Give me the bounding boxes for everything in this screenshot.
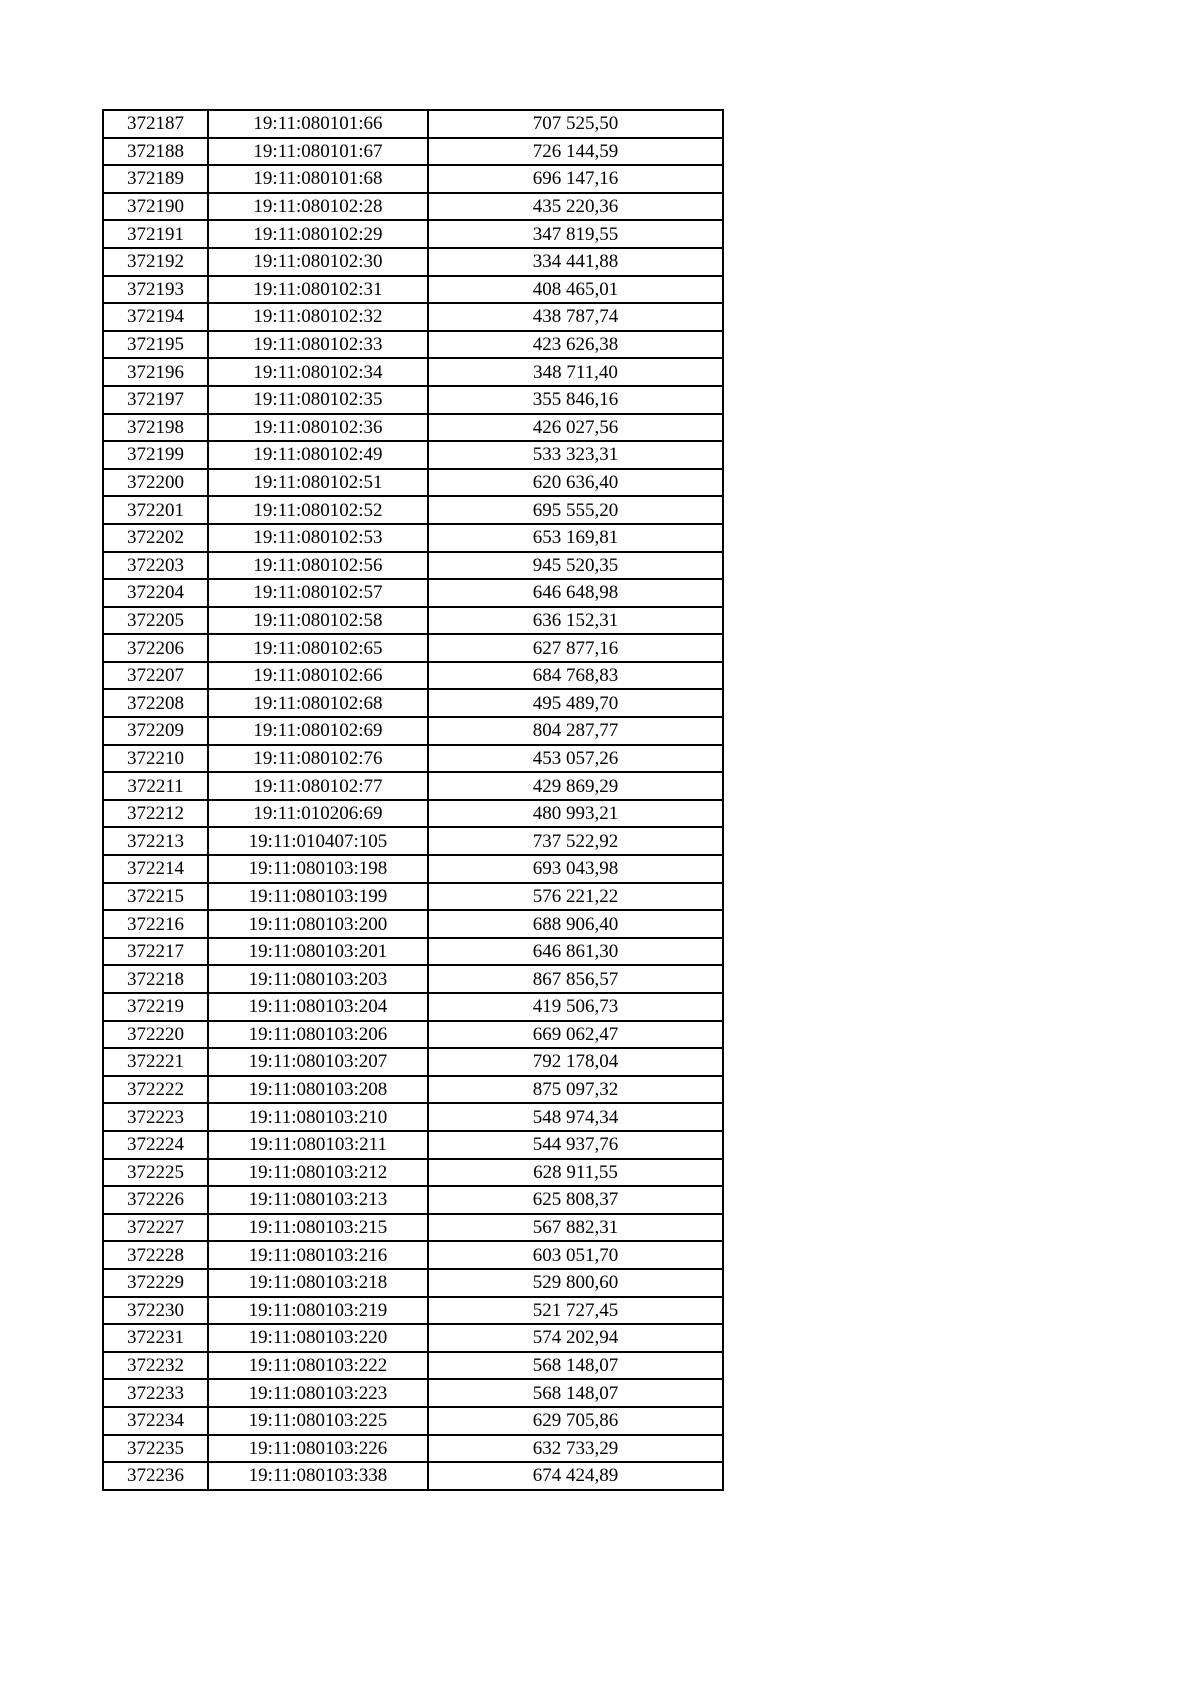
row-number-cell: 372222 <box>103 1076 208 1104</box>
row-number-cell: 372188 <box>103 138 208 166</box>
table-row <box>103 220 723 248</box>
cadastral-number-cell: 19:11:080102:52 <box>208 496 428 524</box>
row-number-cell: 372212 <box>103 800 208 828</box>
cadastral-value-cell: 495 489,70 <box>428 689 723 717</box>
cadastral-value-cell: 348 711,40 <box>428 358 723 386</box>
cadastral-value-cell: 568 148,07 <box>428 1379 723 1407</box>
cadastral-value-cell: 945 520,35 <box>428 552 723 580</box>
table-row <box>103 717 723 745</box>
table-row <box>103 193 723 221</box>
table-row <box>103 883 723 911</box>
cadastral-value-cell: 693 043,98 <box>428 855 723 883</box>
row-number-cell: 372187 <box>103 110 208 138</box>
cadastral-value-cell: 707 525,50 <box>428 110 723 138</box>
row-number-cell: 372225 <box>103 1159 208 1187</box>
row-number-cell: 372223 <box>103 1103 208 1131</box>
cadastral-value-cell: 426 027,56 <box>428 414 723 442</box>
cadastral-number-cell: 19:11:080103:215 <box>208 1214 428 1242</box>
table-body <box>103 110 723 1490</box>
table-row <box>103 1159 723 1187</box>
cadastral-value-cell: 347 819,55 <box>428 220 723 248</box>
table-row <box>103 552 723 580</box>
cadastral-number-cell: 19:11:080103:223 <box>208 1379 428 1407</box>
cadastral-value-cell: 435 220,36 <box>428 193 723 221</box>
row-number-cell: 372229 <box>103 1269 208 1297</box>
cadastral-number-cell: 19:11:080103:219 <box>208 1297 428 1325</box>
cadastral-value-cell: 574 202,94 <box>428 1324 723 1352</box>
table-row <box>103 414 723 442</box>
cadastral-value-cell: 737 522,92 <box>428 827 723 855</box>
cadastral-value-cell: 688 906,40 <box>428 910 723 938</box>
table-row <box>103 1186 723 1214</box>
row-number-cell: 372227 <box>103 1214 208 1242</box>
row-number-cell: 372205 <box>103 607 208 635</box>
row-number-cell: 372234 <box>103 1407 208 1435</box>
table-row <box>103 469 723 497</box>
table-row <box>103 634 723 662</box>
cadastral-value-cell: 625 808,37 <box>428 1186 723 1214</box>
row-number-cell: 372221 <box>103 1048 208 1076</box>
row-number-cell: 372215 <box>103 883 208 911</box>
row-number-cell: 372210 <box>103 745 208 773</box>
table-row <box>103 1131 723 1159</box>
row-number-cell: 372197 <box>103 386 208 414</box>
table-row <box>103 496 723 524</box>
cadastral-number-cell: 19:11:080103:206 <box>208 1021 428 1049</box>
table-row <box>103 1269 723 1297</box>
row-number-cell: 372209 <box>103 717 208 745</box>
cadastral-number-cell: 19:11:080103:208 <box>208 1076 428 1104</box>
table-row <box>103 1214 723 1242</box>
cadastral-value-cell: 674 424,89 <box>428 1462 723 1490</box>
table-row <box>103 1324 723 1352</box>
row-number-cell: 372192 <box>103 248 208 276</box>
table-row <box>103 855 723 883</box>
cadastral-value-cell: 438 787,74 <box>428 303 723 331</box>
table-row <box>103 1048 723 1076</box>
row-number-cell: 372196 <box>103 358 208 386</box>
table-row <box>103 358 723 386</box>
cadastral-number-cell: 19:11:080102:33 <box>208 331 428 359</box>
table-row <box>103 1407 723 1435</box>
table-row <box>103 1462 723 1490</box>
row-number-cell: 372214 <box>103 855 208 883</box>
cadastral-number-cell: 19:11:080102:57 <box>208 579 428 607</box>
cadastral-value-cell: 544 937,76 <box>428 1131 723 1159</box>
table-row <box>103 138 723 166</box>
cadastral-number-cell: 19:11:010407:105 <box>208 827 428 855</box>
cadastral-value-cell: 792 178,04 <box>428 1048 723 1076</box>
cadastral-number-cell: 19:11:080103:203 <box>208 965 428 993</box>
table-row <box>103 689 723 717</box>
cadastral-value-cell: 646 648,98 <box>428 579 723 607</box>
cadastral-value-cell: 334 441,88 <box>428 248 723 276</box>
cadastral-number-cell: 19:11:080102:56 <box>208 552 428 580</box>
cadastral-number-cell: 19:11:080103:204 <box>208 993 428 1021</box>
cadastral-value-cell: 620 636,40 <box>428 469 723 497</box>
cadastral-number-cell: 19:11:080102:76 <box>208 745 428 773</box>
row-number-cell: 372198 <box>103 414 208 442</box>
cadastral-value-table <box>102 109 724 1491</box>
table-row <box>103 331 723 359</box>
cadastral-number-cell: 19:11:080102:49 <box>208 441 428 469</box>
cadastral-value-cell: 529 800,60 <box>428 1269 723 1297</box>
table-row <box>103 1297 723 1325</box>
cadastral-value-cell: 696 147,16 <box>428 165 723 193</box>
table-row <box>103 1352 723 1380</box>
row-number-cell: 372230 <box>103 1297 208 1325</box>
row-number-cell: 372235 <box>103 1435 208 1463</box>
cadastral-number-cell: 19:11:080103:212 <box>208 1159 428 1187</box>
table-row <box>103 386 723 414</box>
row-number-cell: 372226 <box>103 1186 208 1214</box>
table-row <box>103 524 723 552</box>
row-number-cell: 372204 <box>103 579 208 607</box>
cadastral-value-cell: 408 465,01 <box>428 276 723 304</box>
table-row <box>103 938 723 966</box>
row-number-cell: 372233 <box>103 1379 208 1407</box>
row-number-cell: 372213 <box>103 827 208 855</box>
table-row <box>103 607 723 635</box>
cadastral-number-cell: 19:11:080103:338 <box>208 1462 428 1490</box>
cadastral-number-cell: 19:11:080102:77 <box>208 772 428 800</box>
cadastral-number-cell: 19:11:080102:68 <box>208 689 428 717</box>
cadastral-value-cell: 533 323,31 <box>428 441 723 469</box>
cadastral-value-cell: 521 727,45 <box>428 1297 723 1325</box>
row-number-cell: 372236 <box>103 1462 208 1490</box>
row-number-cell: 372211 <box>103 772 208 800</box>
cadastral-value-cell: 653 169,81 <box>428 524 723 552</box>
row-number-cell: 372200 <box>103 469 208 497</box>
table-row <box>103 1021 723 1049</box>
cadastral-value-cell: 804 287,77 <box>428 717 723 745</box>
row-number-cell: 372191 <box>103 220 208 248</box>
cadastral-number-cell: 19:11:080103:211 <box>208 1131 428 1159</box>
cadastral-number-cell: 19:11:080103:213 <box>208 1186 428 1214</box>
row-number-cell: 372218 <box>103 965 208 993</box>
cadastral-value-cell: 419 506,73 <box>428 993 723 1021</box>
table-row <box>103 745 723 773</box>
row-number-cell: 372206 <box>103 634 208 662</box>
table-row <box>103 800 723 828</box>
cadastral-value-cell: 355 846,16 <box>428 386 723 414</box>
table-row <box>103 827 723 855</box>
row-number-cell: 372193 <box>103 276 208 304</box>
cadastral-number-cell: 19:11:080103:226 <box>208 1435 428 1463</box>
row-number-cell: 372190 <box>103 193 208 221</box>
table-row <box>103 993 723 1021</box>
row-number-cell: 372231 <box>103 1324 208 1352</box>
row-number-cell: 372216 <box>103 910 208 938</box>
table-row <box>103 910 723 938</box>
row-number-cell: 372220 <box>103 1021 208 1049</box>
cadastral-value-cell: 875 097,32 <box>428 1076 723 1104</box>
cadastral-value-cell: 636 152,31 <box>428 607 723 635</box>
table-row <box>103 248 723 276</box>
cadastral-value-cell: 726 144,59 <box>428 138 723 166</box>
table-row <box>103 1103 723 1131</box>
table-row <box>103 276 723 304</box>
cadastral-number-cell: 19:11:080101:67 <box>208 138 428 166</box>
table-row <box>103 579 723 607</box>
row-number-cell: 372219 <box>103 993 208 1021</box>
cadastral-number-cell: 19:11:080102:66 <box>208 662 428 690</box>
row-number-cell: 372208 <box>103 689 208 717</box>
cadastral-number-cell: 19:11:080103:200 <box>208 910 428 938</box>
cadastral-number-cell: 19:11:080103:218 <box>208 1269 428 1297</box>
table-row <box>103 165 723 193</box>
cadastral-value-cell: 453 057,26 <box>428 745 723 773</box>
table-row <box>103 110 723 138</box>
cadastral-value-cell: 429 869,29 <box>428 772 723 800</box>
cadastral-number-cell: 19:11:080102:36 <box>208 414 428 442</box>
table-row <box>103 1435 723 1463</box>
cadastral-number-cell: 19:11:080102:69 <box>208 717 428 745</box>
cadastral-number-cell: 19:11:080102:28 <box>208 193 428 221</box>
cadastral-value-cell: 632 733,29 <box>428 1435 723 1463</box>
cadastral-number-cell: 19:11:080103:199 <box>208 883 428 911</box>
cadastral-value-cell: 628 911,55 <box>428 1159 723 1187</box>
cadastral-number-cell: 19:11:080103:210 <box>208 1103 428 1131</box>
row-number-cell: 372201 <box>103 496 208 524</box>
cadastral-value-cell: 423 626,38 <box>428 331 723 359</box>
cadastral-number-cell: 19:11:080103:225 <box>208 1407 428 1435</box>
cadastral-number-cell: 19:11:080101:66 <box>208 110 428 138</box>
cadastral-number-cell: 19:11:080102:32 <box>208 303 428 331</box>
cadastral-value-cell: 603 051,70 <box>428 1241 723 1269</box>
cadastral-value-cell: 548 974,34 <box>428 1103 723 1131</box>
cadastral-number-cell: 19:11:080103:201 <box>208 938 428 966</box>
row-number-cell: 372217 <box>103 938 208 966</box>
cadastral-number-cell: 19:11:080102:34 <box>208 358 428 386</box>
cadastral-number-cell: 19:11:080103:216 <box>208 1241 428 1269</box>
cadastral-number-cell: 19:11:080101:68 <box>208 165 428 193</box>
cadastral-number-cell: 19:11:080103:198 <box>208 855 428 883</box>
table-row <box>103 1379 723 1407</box>
row-number-cell: 372228 <box>103 1241 208 1269</box>
row-number-cell: 372195 <box>103 331 208 359</box>
cadastral-value-cell: 629 705,86 <box>428 1407 723 1435</box>
cadastral-number-cell: 19:11:080102:35 <box>208 386 428 414</box>
cadastral-number-cell: 19:11:080102:30 <box>208 248 428 276</box>
cadastral-number-cell: 19:11:080102:53 <box>208 524 428 552</box>
row-number-cell: 372199 <box>103 441 208 469</box>
table-row <box>103 1076 723 1104</box>
cadastral-value-cell: 568 148,07 <box>428 1352 723 1380</box>
cadastral-value-cell: 669 062,47 <box>428 1021 723 1049</box>
row-number-cell: 372189 <box>103 165 208 193</box>
cadastral-number-cell: 19:11:010206:69 <box>208 800 428 828</box>
cadastral-value-cell: 684 768,83 <box>428 662 723 690</box>
cadastral-value-cell: 646 861,30 <box>428 938 723 966</box>
row-number-cell: 372203 <box>103 552 208 580</box>
cadastral-value-cell: 480 993,21 <box>428 800 723 828</box>
cadastral-number-cell: 19:11:080103:220 <box>208 1324 428 1352</box>
cadastral-value-cell: 695 555,20 <box>428 496 723 524</box>
table-row <box>103 441 723 469</box>
table-row <box>103 662 723 690</box>
cadastral-number-cell: 19:11:080103:222 <box>208 1352 428 1380</box>
table-row <box>103 1241 723 1269</box>
row-number-cell: 372224 <box>103 1131 208 1159</box>
cadastral-number-cell: 19:11:080102:29 <box>208 220 428 248</box>
cadastral-number-cell: 19:11:080102:51 <box>208 469 428 497</box>
row-number-cell: 372194 <box>103 303 208 331</box>
cadastral-number-cell: 19:11:080102:58 <box>208 607 428 635</box>
table-row <box>103 965 723 993</box>
table-row <box>103 303 723 331</box>
cadastral-number-cell: 19:11:080102:65 <box>208 634 428 662</box>
row-number-cell: 372207 <box>103 662 208 690</box>
cadastral-number-cell: 19:11:080102:31 <box>208 276 428 304</box>
cadastral-value-cell: 567 882,31 <box>428 1214 723 1242</box>
cadastral-value-cell: 627 877,16 <box>428 634 723 662</box>
table-row <box>103 772 723 800</box>
cadastral-number-cell: 19:11:080103:207 <box>208 1048 428 1076</box>
cadastral-value-cell: 867 856,57 <box>428 965 723 993</box>
row-number-cell: 372232 <box>103 1352 208 1380</box>
row-number-cell: 372202 <box>103 524 208 552</box>
cadastral-value-cell: 576 221,22 <box>428 883 723 911</box>
